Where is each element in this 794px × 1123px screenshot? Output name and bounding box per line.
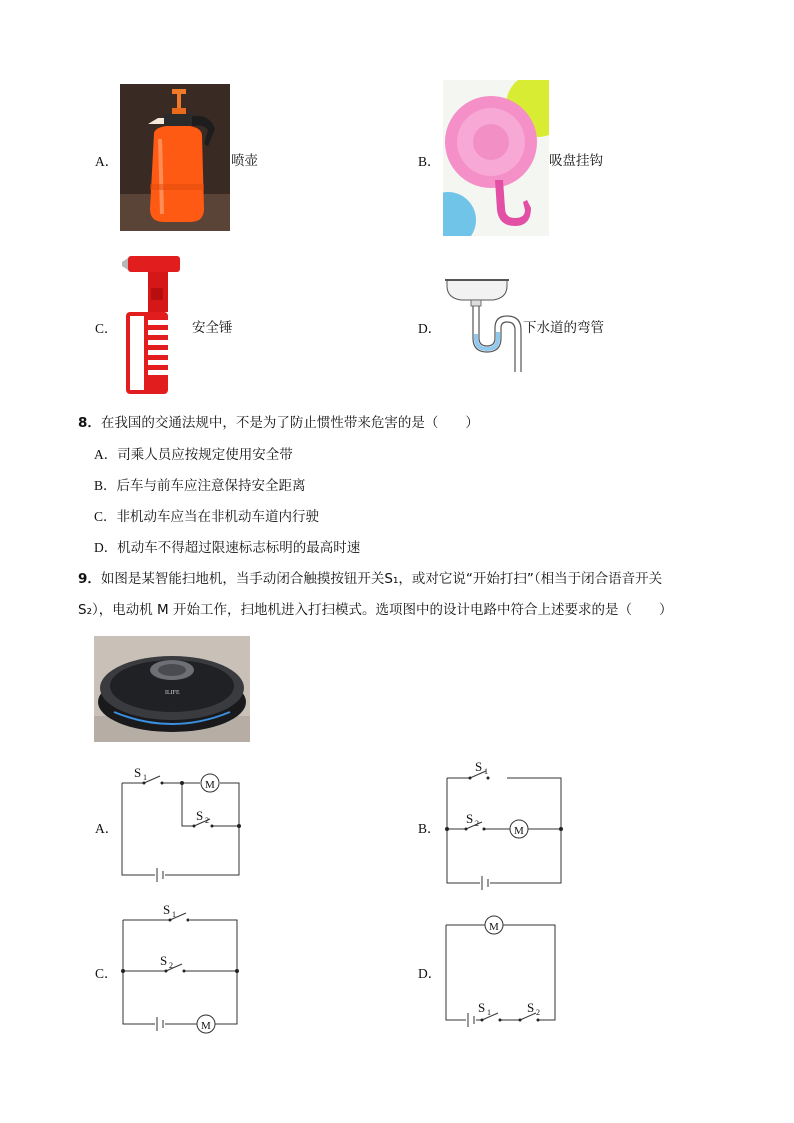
circuit-b-motor-label: M bbox=[514, 825, 524, 837]
circuit-a-s1-label: S bbox=[134, 765, 142, 780]
q7-option-a-letter: A． bbox=[95, 154, 119, 169]
circuit-c-s2-label: S bbox=[160, 953, 168, 968]
circuit-a bbox=[122, 774, 239, 882]
q8-number: 8． bbox=[78, 415, 101, 431]
circuit-b-s2-label: S bbox=[466, 811, 474, 826]
junction-dots bbox=[121, 777, 563, 1022]
q9-option-a-letter: A． bbox=[95, 821, 119, 836]
q9-number: 9． bbox=[78, 571, 101, 587]
q7-option-b-letter: B． bbox=[418, 154, 441, 169]
q7-option-d-label: 下水道的弯管 bbox=[523, 320, 604, 336]
circuit-b-s2-sub: 2 bbox=[475, 819, 479, 828]
q9-option-d-letter: D． bbox=[418, 966, 442, 981]
circuit-b bbox=[447, 771, 561, 890]
q7-option-d-letter: D． bbox=[418, 321, 442, 336]
circuit-c-s1-label: S bbox=[163, 902, 171, 917]
q8-option-a-text: 司乘人员应按规定使用安全带 bbox=[117, 447, 293, 463]
q7-option-c-label: 安全锤 bbox=[192, 320, 233, 336]
q8-option-d-text: 机动车不得超过限速标志标明的最高时速 bbox=[117, 540, 361, 556]
q9-stem-line2: S₂），电动机 M 开始工作，扫地机进入打扫模式。选项图中的设计电路中符合上述要求的是（ ） bbox=[78, 602, 673, 618]
circuit-b-s1-label: S bbox=[475, 759, 483, 774]
circuit-a-s2-sub: 2 bbox=[205, 816, 209, 825]
q8-stem-text: 在我国的交通法规中，不是为了防止惯性带来危害的是（ ） bbox=[100, 415, 479, 431]
circuit-d-s2-label: S bbox=[527, 1000, 535, 1015]
q9-option-c-letter: C． bbox=[95, 966, 118, 981]
q8-option-c-letter: C． bbox=[94, 509, 117, 524]
circuit-c-s2-sub: 2 bbox=[169, 961, 173, 970]
circuit-b-s1-sub: 1 bbox=[484, 767, 488, 776]
q8-option-b-letter: B． bbox=[94, 478, 117, 493]
circuit-d-motor-label: M bbox=[489, 921, 499, 933]
q8-option-b-text: 后车与前车应注意保持安全距离 bbox=[116, 478, 306, 494]
q8-option-d-letter: D． bbox=[94, 540, 118, 555]
robot-brand-label: ILIFE bbox=[165, 690, 180, 696]
q9-stem-text-1: 如图是某智能扫地机，当手动闭合触摸按钮开关S₁，或对它说“开始打扫”（相当于闭合语音开关 bbox=[100, 571, 663, 587]
circuit-c-motor-label: M bbox=[201, 1020, 211, 1032]
circuit-c-s1-sub: 1 bbox=[172, 910, 176, 919]
q8-option-a-letter: A． bbox=[94, 447, 118, 462]
circuit-d-s1-label: S bbox=[478, 1000, 486, 1015]
q7-option-a-label: 喷壶 bbox=[231, 153, 258, 169]
circuit-a-motor-label: M bbox=[205, 779, 215, 791]
q7-option-c-letter: C． bbox=[95, 321, 118, 336]
q7-option-b-label: 吸盘挂钩 bbox=[549, 153, 603, 169]
circuit-d-s2-sub: 2 bbox=[536, 1008, 540, 1017]
q9-option-b-letter: B． bbox=[418, 821, 441, 836]
circuit-c bbox=[123, 913, 237, 1033]
circuit-d-s1-sub: 1 bbox=[487, 1008, 491, 1017]
circuit-a-s2-label: S bbox=[196, 808, 204, 823]
q8-option-c-text: 非机动车应当在非机动车道内行驶 bbox=[116, 509, 320, 525]
circuit-a-s1-sub: 1 bbox=[143, 773, 147, 782]
